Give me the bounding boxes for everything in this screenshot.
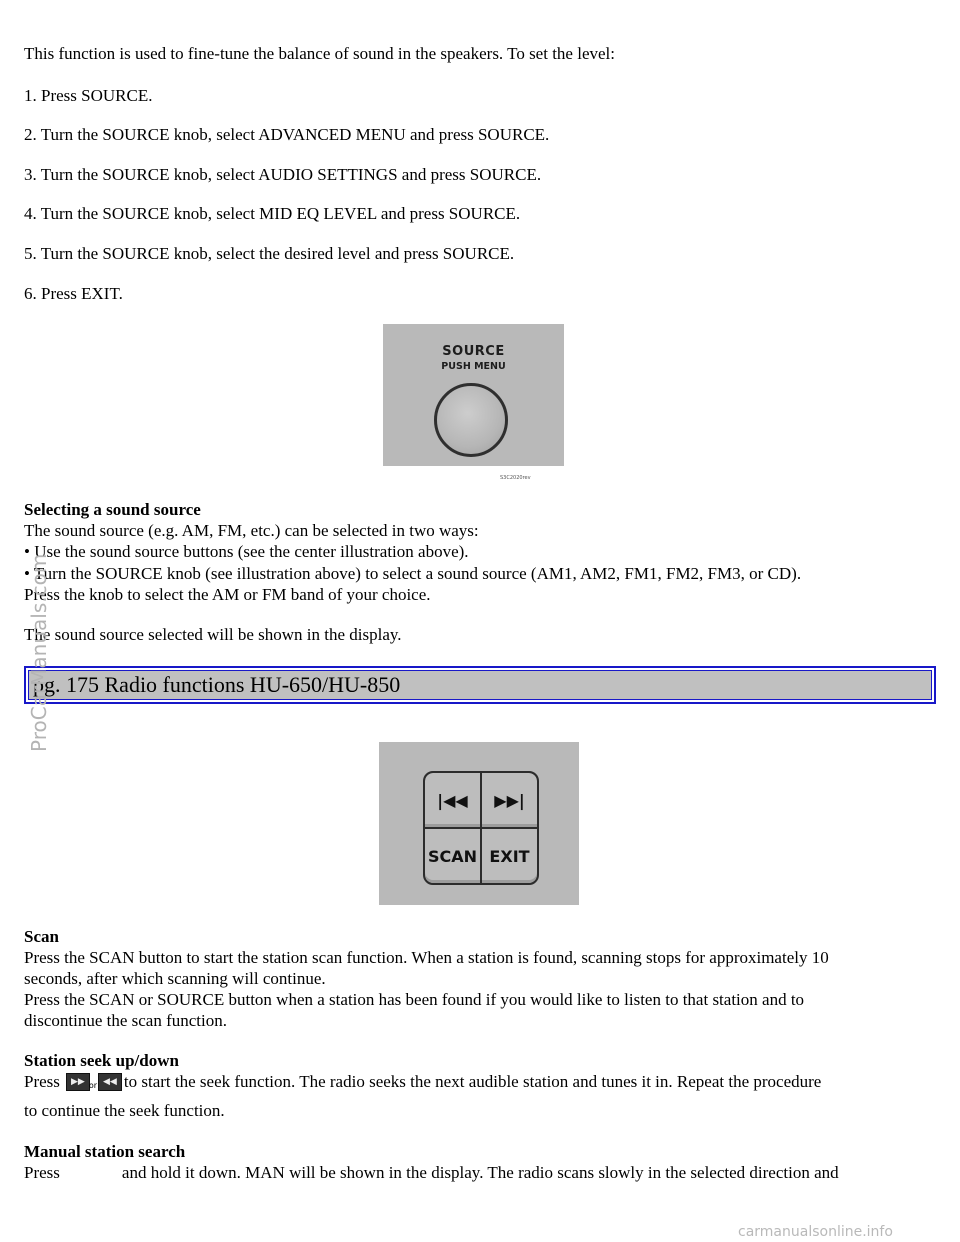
seek-buttons-icon: [66, 1071, 120, 1091]
exit-button: EXIT: [482, 829, 537, 883]
or-label: or: [88, 1081, 98, 1091]
step-3: 3. Turn the SOURCE knob, select AUDIO SETTINGS and press SOURCE.: [24, 165, 542, 184]
step-5: 5. Turn the SOURCE knob, select the desired level and press SOURCE.: [24, 244, 515, 263]
push-menu-label: PUSH MENU: [441, 361, 506, 372]
scan-line-1: Press the SCAN button to start the station scan function. When a station is found, scanning stops for approximately 10: [24, 948, 829, 967]
watermark-left: ProCarManuals.com: [27, 553, 51, 752]
seek-line-1-rest: to start the seek function. The radio seeks the next audible station and tunes it in. Repeat the procedure: [123, 1072, 822, 1091]
selecting-line-1: The sound source (e.g. AM, FM, etc.) can be selected in two ways:: [24, 521, 479, 540]
selecting-line-4: Press the knob to select the AM or FM band of your choice.: [24, 585, 431, 604]
step-4: 4. Turn the SOURCE knob, select MID EQ LEVEL and press SOURCE.: [24, 204, 521, 223]
page-header-text: pg. 175 Radio functions HU-650/HU-850: [28, 670, 932, 700]
page-header: [24, 666, 936, 704]
figure-code: S3C2020rev: [500, 475, 531, 481]
seek-line-2: to continue the seek function.: [24, 1101, 225, 1120]
seek-back-icon: ◀◀: [98, 1073, 122, 1091]
selecting-line-3: • Turn the SOURCE knob (see illustration above) to select a sound source (AM1, AM2, FM1, FM2, FM3, or CD).: [24, 564, 802, 583]
manual-press-text: Press: [24, 1163, 60, 1182]
step-2: 2. Turn the SOURCE knob, select ADVANCED MENU and press SOURCE.: [24, 125, 550, 144]
seek-line-1: [24, 1071, 821, 1093]
scan-line-3: Press the SCAN or SOURCE button when a station has been found if you would like to listen to that station and to: [24, 990, 805, 1009]
seek-back-button: |◀◀: [425, 773, 480, 827]
seek-heading: Station seek up/down: [24, 1051, 179, 1070]
scan-button: SCAN: [425, 829, 480, 883]
source-label: SOURCE: [442, 344, 505, 359]
step-6: 6. Press EXIT.: [24, 284, 123, 303]
watermark-bottom-right: carmanualsonline.info: [738, 1224, 893, 1240]
source-knob-icon: [434, 383, 508, 457]
intro-text: This function is used to fine-tune the balance of sound in the speakers. To set the level:: [24, 44, 615, 63]
scan-heading: Scan: [24, 927, 59, 946]
scan-line-2: seconds, after which scanning will continue.: [24, 969, 326, 988]
selecting-line-2: • Use the sound source buttons (see the center illustration above).: [24, 542, 469, 561]
seek-press-text: Press: [24, 1072, 60, 1091]
selecting-footer: The sound source selected will be shown in the display.: [24, 625, 402, 644]
source-knob-figure: [383, 324, 564, 466]
button-panel: [423, 771, 539, 885]
radio-buttons-figure: [379, 742, 579, 905]
scan-line-4: discontinue the scan function.: [24, 1011, 228, 1030]
selecting-heading: Selecting a sound source: [24, 500, 201, 519]
seek-forward-button: ▶▶|: [482, 773, 537, 827]
manual-line-1: [24, 1162, 839, 1183]
manual-line-1-rest: and hold it down. MAN will be shown in the display. The radio scans slowly in the selected direction and: [121, 1163, 839, 1182]
step-1: 1. Press SOURCE.: [24, 86, 153, 105]
seek-forward-icon: ▶▶: [66, 1073, 90, 1091]
manual-heading: Manual station search: [24, 1142, 186, 1161]
